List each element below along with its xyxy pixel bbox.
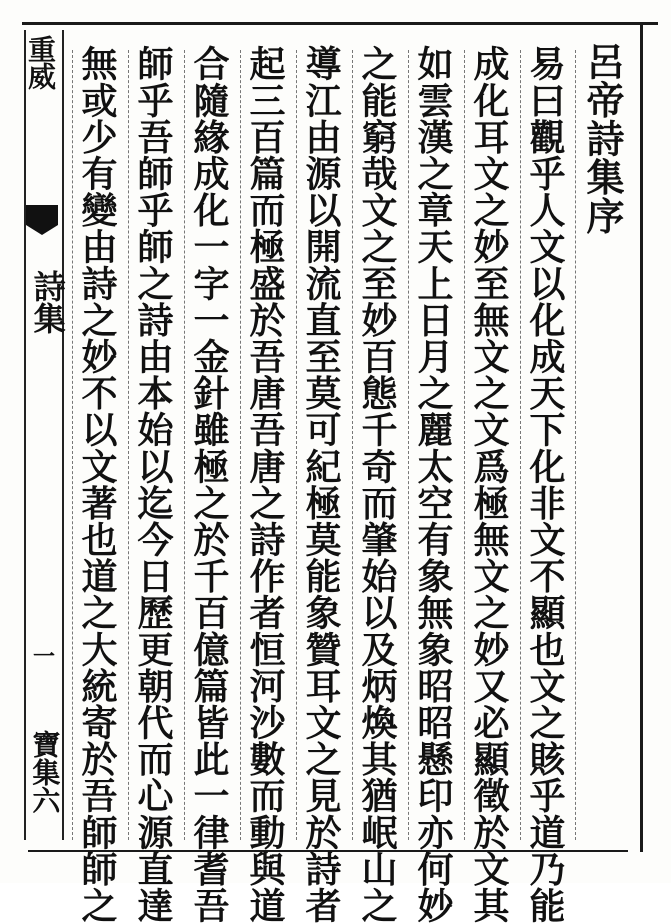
text-column: 合隨緣成化一字一金針雖極之於千百億篇皆此一律耆吾 [188,45,230,923]
column-divider [72,50,73,840]
column-divider [184,50,185,840]
text-column: 易曰觀乎人文以化成天下化非文不顯也文之賅乎道乃能 [524,45,566,923]
margin-section-title: 詩集 [28,270,67,334]
column-divider [520,50,521,840]
text-column: 之能窮哉文之至妙百態千奇而肇始以及炳煥其猶岷山之 [356,45,398,923]
column-divider [464,50,465,840]
top-border [22,22,658,25]
column-divider [296,50,297,840]
margin-page-number: 一 [33,644,56,670]
margin-volume-label: 寶集六 [28,730,62,814]
text-column: 起三百篇而極盛於吾唐吾唐之詩作者恒河沙數而動與道 [244,45,286,923]
text-column: 成化耳文之妙至無文之文爲極無文之妙又必顯徵於文其 [468,45,510,923]
text-column: 師乎吾師乎師之詩由本始以迄今日歷更朝代而心源直達 [132,45,174,923]
document-title: 呂帝詩集序 [580,42,625,235]
column-divider [408,50,409,840]
text-column: 無或少有變由詩之妙不以文著也道之大統寄於吾師師之 [76,45,118,923]
text-column: 導江由源以開流直至莫可紀極莫能象贊耳文之見於詩者 [300,45,342,923]
right-border [640,22,643,852]
text-column: 如雲漢之章天上日月之麗太空有象無象昭昭懸印亦何妙 [412,45,454,923]
column-divider [240,50,241,840]
column-divider [352,50,353,840]
fishtail-mark [26,205,58,225]
margin-frame [24,30,67,840]
column-divider [575,50,576,840]
margin-book-title: 重威 [24,35,57,89]
column-divider [128,50,129,840]
